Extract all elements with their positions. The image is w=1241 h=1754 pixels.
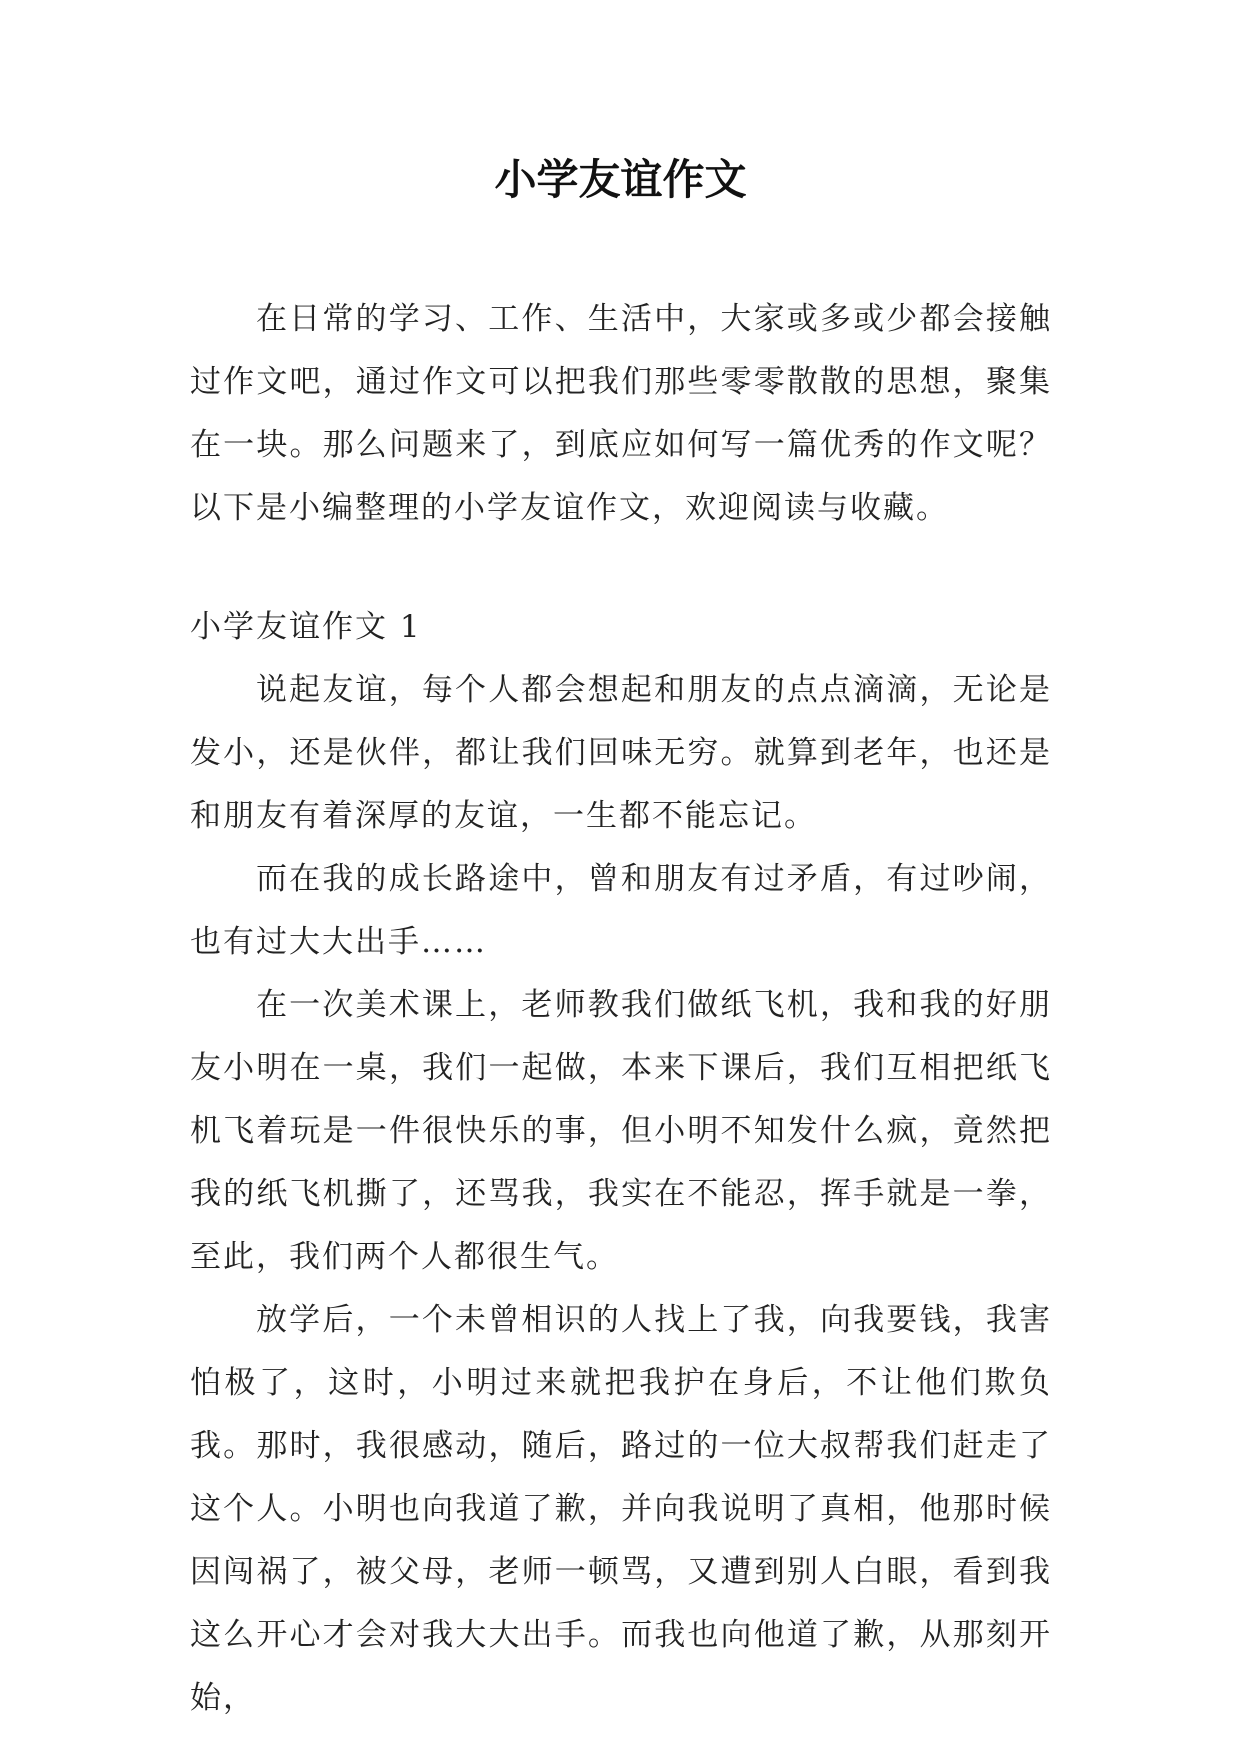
document-body (190, 288, 1052, 1730)
body-paragraph-2: 而在我的成长路途中，曾和朋友有过矛盾，有过吵闹，也有过大大出手…… (190, 861, 1052, 960)
body-paragraph-4: 放学后，一个未曾相识的人找上了我，向我要钱，我害怕极了，这时，小明过来就把我护在身后，不让他们欺负我。那时，我很感动，随后，路过的一位大叔帮我们赶走了这个人。小明也向我道了歉，并向我说明了真相，他那时候因闯祸了，被父母，老师一顿骂，又遭到别人白眼，看到我这么开心才会对我大大出手。而我也向他道了歉，从那刻开始， (190, 1302, 1052, 1716)
document-title: 小学友谊作文 (494, 155, 747, 204)
body-paragraph-3: 在一次美术课上，老师教我们做纸飞机，我和我的好朋友小明在一桌，我们一起做，本来下课后，我们互相把纸飞机飞着玩是一件很快乐的事，但小明不知发什么疯，竟然把我的纸飞机撕了，还骂我，我实在不能忍，挥手就是一拳，至此，我们两个人都很生气。 (190, 987, 1052, 1275)
section-heading: 小学友谊作文 1 (190, 609, 422, 645)
intro-paragraph: 在日常的学习、工作、生活中，大家或多或少都会接触过作文吧，通过作文可以把我们那些零零散散的思想，聚集在一块。那么问题来了，到底应如何写一篇优秀的作文呢？以下是小编整理的小学友谊作文，欢迎阅读与收藏。 (190, 301, 1052, 526)
body-paragraph-1: 说起友谊，每个人都会想起和朋友的点点滴滴，无论是发小，还是伙伴，都让我们回味无穷。就算到老年，也还是和朋友有着深厚的友谊，一生都不能忘记。 (190, 672, 1052, 834)
